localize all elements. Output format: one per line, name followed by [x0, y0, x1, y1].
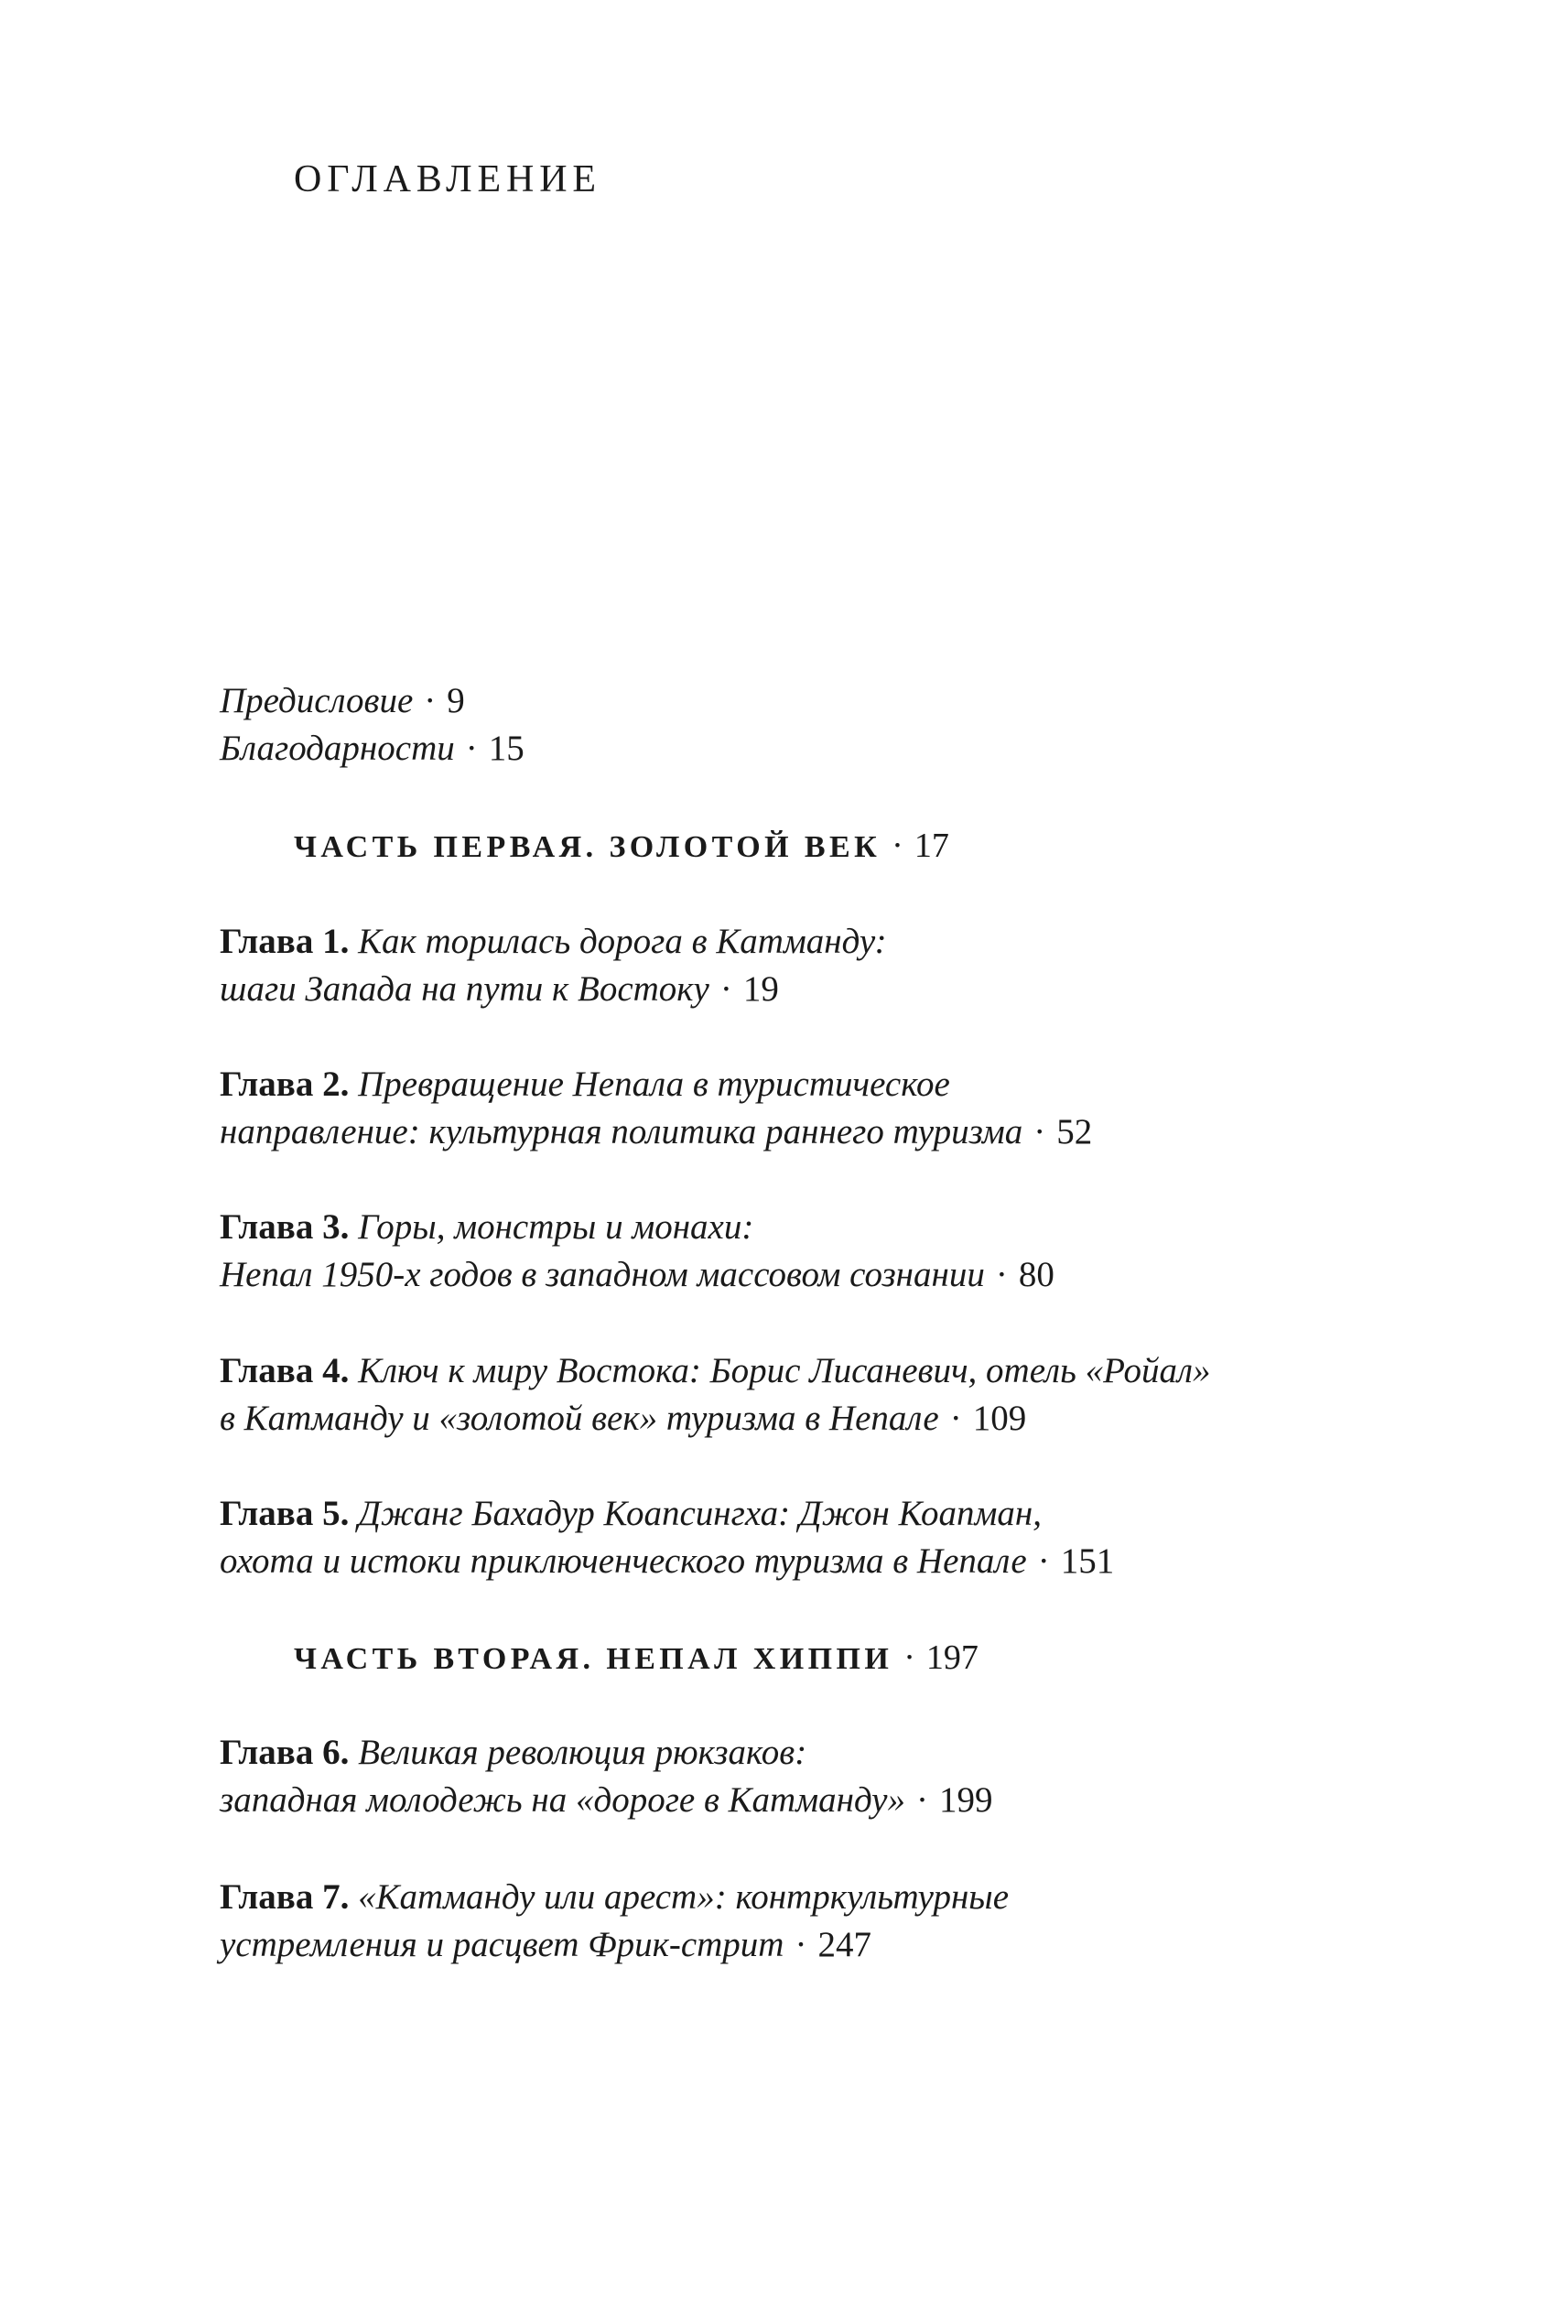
chapter-title: Как торилась дорога в Катманду: [358, 922, 887, 961]
chapter-title: Ключ к миру Востока: Борис Лисаневич, отель «Ройал» [358, 1351, 1211, 1390]
chapter-page: 199 [938, 1780, 993, 1820]
toc-chapter-1-line-2 [220, 966, 779, 1013]
chapter-title: Великая революция рюкзаков: [358, 1733, 807, 1772]
chapter-label: Глава 7. [220, 1877, 350, 1917]
chapter-title-cont: Непал 1950-х годов в западном массовом сознании [220, 1255, 985, 1294]
chapter-page: 247 [817, 1925, 871, 1964]
chapter-title: Джанг Бахадур Коапсингха: Джон Коапман, [358, 1494, 1042, 1533]
separator: · [719, 969, 732, 1009]
chapter-title-cont: направление: культурная политика раннего туризма [220, 1112, 1023, 1151]
chapter-title-cont: западная молодежь на «дороге в Катманду» [220, 1780, 905, 1820]
part-page: 197 [925, 1638, 979, 1677]
chapter-page: 109 [972, 1399, 1027, 1438]
part-page: 17 [914, 827, 949, 865]
toc-chapter-5-line-2 [220, 1538, 1114, 1585]
toc-chapter-2-line-2 [220, 1108, 1092, 1156]
chapter-title: Горы, монстры и монахи: [358, 1207, 754, 1247]
entry-title: Благодарности [220, 729, 455, 768]
entry-page: 15 [488, 729, 524, 768]
part-title: ЧАСТЬ ПЕРВАЯ. ЗОЛОТОЙ ВЕК [294, 830, 881, 864]
separator: · [1037, 1541, 1050, 1581]
separator: · [892, 827, 903, 865]
toc-chapter-3-line-1 [220, 1204, 753, 1251]
chapter-label: Глава 2. [220, 1065, 350, 1104]
chapter-page: 151 [1060, 1541, 1115, 1581]
chapter-title-cont: устремления и расцвет Фрик-стрит [220, 1925, 784, 1964]
chapter-title-cont: охота и истоки приключенческого туризма в Непале [220, 1541, 1027, 1581]
chapter-title: «Катманду или арест»: контркультурные [358, 1877, 1010, 1917]
toc-entry-preface [220, 677, 465, 725]
entry-page: 9 [447, 681, 465, 720]
chapter-page: 19 [742, 969, 779, 1009]
separator: · [1033, 1112, 1046, 1151]
toc-chapter-6-line-2 [220, 1777, 992, 1824]
chapter-page: 80 [1018, 1255, 1054, 1294]
chapter-title-cont: в Катманду и «золотой век» туризма в Непале [220, 1399, 939, 1438]
separator: · [915, 1780, 928, 1820]
chapter-label: Глава 6. [220, 1733, 350, 1772]
toc-part-1 [294, 822, 949, 871]
chapter-label: Глава 4. [220, 1351, 350, 1390]
chapter-title-cont: шаги Запада на пути к Востоку [220, 969, 709, 1009]
toc-chapter-4-line-2 [220, 1395, 1026, 1443]
toc-chapter-7-line-2 [220, 1921, 871, 1969]
separator: · [424, 681, 437, 720]
chapter-page: 52 [1056, 1112, 1093, 1151]
chapter-label: Глава 5. [220, 1494, 350, 1533]
toc-chapter-7-line-1 [220, 1874, 1009, 1921]
chapter-label: Глава 1. [220, 922, 350, 961]
toc-chapter-6-line-1 [220, 1729, 806, 1777]
page-title: ОГЛАВЛЕНИЕ [294, 158, 601, 200]
chapter-label: Глава 3. [220, 1207, 350, 1247]
separator: · [795, 1925, 807, 1964]
chapter-title: Превращение Непала в туристическое [358, 1065, 950, 1104]
toc-part-2 [294, 1634, 979, 1683]
separator: · [995, 1255, 1008, 1294]
toc-chapter-2-line-1 [220, 1061, 950, 1108]
toc-chapter-3-line-2 [220, 1251, 1054, 1299]
toc-entry-acknowledgements [220, 725, 524, 773]
entry-title: Предисловие [220, 681, 414, 720]
separator: · [949, 1399, 962, 1438]
separator: · [465, 729, 478, 768]
separator: · [903, 1638, 915, 1677]
toc-chapter-5-line-1 [220, 1490, 1042, 1538]
toc-chapter-4-line-1 [220, 1347, 1210, 1395]
part-title: ЧАСТЬ ВТОРАЯ. НЕПАЛ ХИППИ [294, 1642, 893, 1676]
toc-chapter-1-line-1 [220, 918, 887, 966]
